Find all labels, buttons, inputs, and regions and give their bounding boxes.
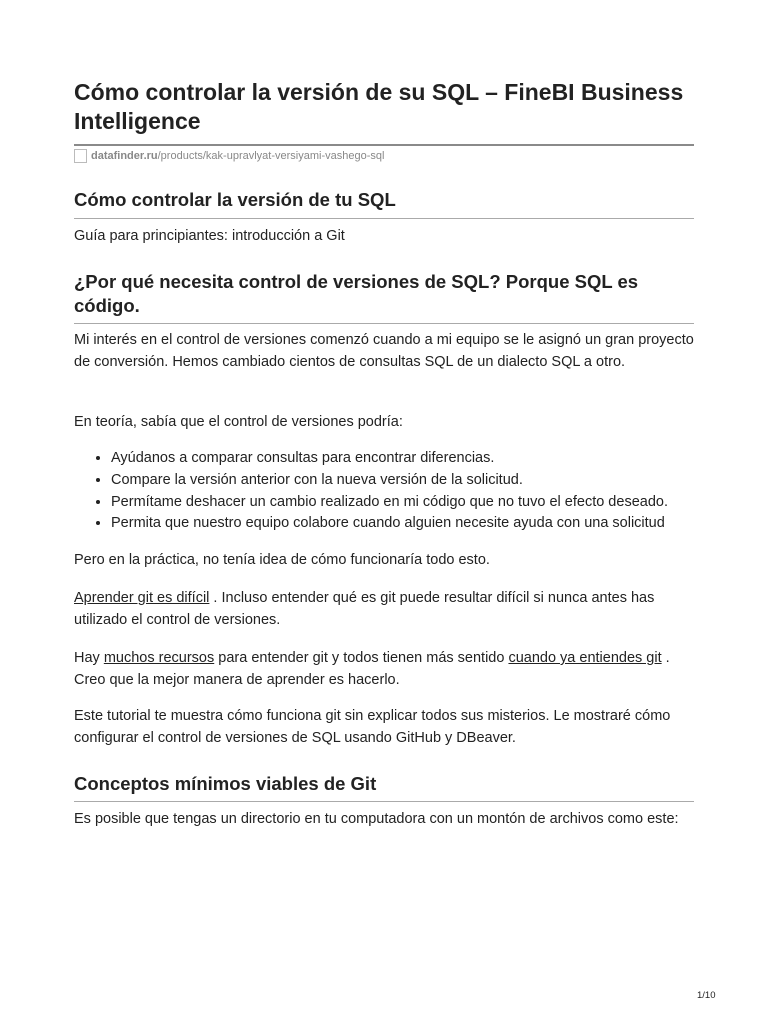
- source-path: /products/kak-upravlyat-versiyami-vashego-sql: [157, 150, 385, 162]
- title-divider: [74, 144, 694, 146]
- source-url[interactable]: [74, 147, 384, 165]
- section-divider: [74, 801, 694, 802]
- paragraph-text: . Creo que la mejor manera de aprender es hacerlo.: [74, 650, 670, 688]
- paragraph: En teoría, sabía que el control de versiones podría:: [74, 414, 403, 430]
- favicon-icon: [74, 149, 87, 163]
- source-domain: datafinder.ru: [91, 150, 158, 162]
- paragraph-text: para entender git y todos tienen más sentido: [214, 650, 509, 666]
- link-learning-git-is-hard[interactable]: Aprender git es difícil: [74, 590, 210, 606]
- link-many-resources[interactable]: muchos recursos: [103, 650, 215, 666]
- list-item: • Ayúdanos a comparar consultas para encontrar diferencias.: [111, 448, 694, 470]
- page-title: Cómo controlar la versión de su SQL – FineBI Business Intelligence: [74, 79, 684, 134]
- subtitle-paragraph: Guía para principiantes: introducción a Git: [74, 228, 345, 244]
- list-item: • Compare la versión anterior con la nueva versión de la solicitud.: [111, 470, 694, 492]
- paragraph: Pero en la práctica, no tenía idea de cómo funcionaría todo esto.: [74, 552, 490, 568]
- bullet-list: [74, 448, 694, 535]
- paragraph-text: Hay: [74, 650, 104, 666]
- paragraph: Es posible que tengas un directorio en tu computadora con un montón de archivos como este:: [74, 811, 679, 827]
- link-when-you-understand-git[interactable]: cuando ya entiendes git: [508, 650, 662, 666]
- paragraph: [74, 648, 694, 691]
- paragraph: [74, 588, 694, 631]
- paragraph: Mi interés en el control de versiones comenzó cuando a mi equipo se le asignó un gran proyecto de conversión. Hemos cambiado cientos de consultas SQL de un dialecto SQL a otro.: [74, 332, 694, 370]
- section-heading-git-concepts: Conceptos mínimos viables de Git: [74, 773, 377, 794]
- page-number: 1/10: [697, 990, 716, 1001]
- list-item: • Permita que nuestro equipo colabore cuando alguien necesite ayuda con una solicitud: [111, 513, 694, 535]
- section-heading-version-control: Cómo controlar la versión de tu SQL: [74, 189, 396, 210]
- section-divider: [74, 218, 694, 219]
- section-divider: [74, 323, 694, 324]
- section-heading-why-sql: ¿Por qué necesita control de versiones de SQL? Porque SQL es código.: [74, 271, 639, 316]
- list-item: • Permítame deshacer un cambio realizado en mi código que no tuvo el efecto deseado.: [111, 492, 694, 514]
- paragraph: Este tutorial te muestra cómo funciona git sin explicar todos sus misterios. Le mostraré cómo configurar el control de versiones de SQL usando GitHub y DBeaver.: [74, 708, 671, 746]
- paragraph-text: . Incluso entender qué es git puede resultar difícil si nunca antes has utilizado el control de versiones.: [74, 590, 655, 628]
